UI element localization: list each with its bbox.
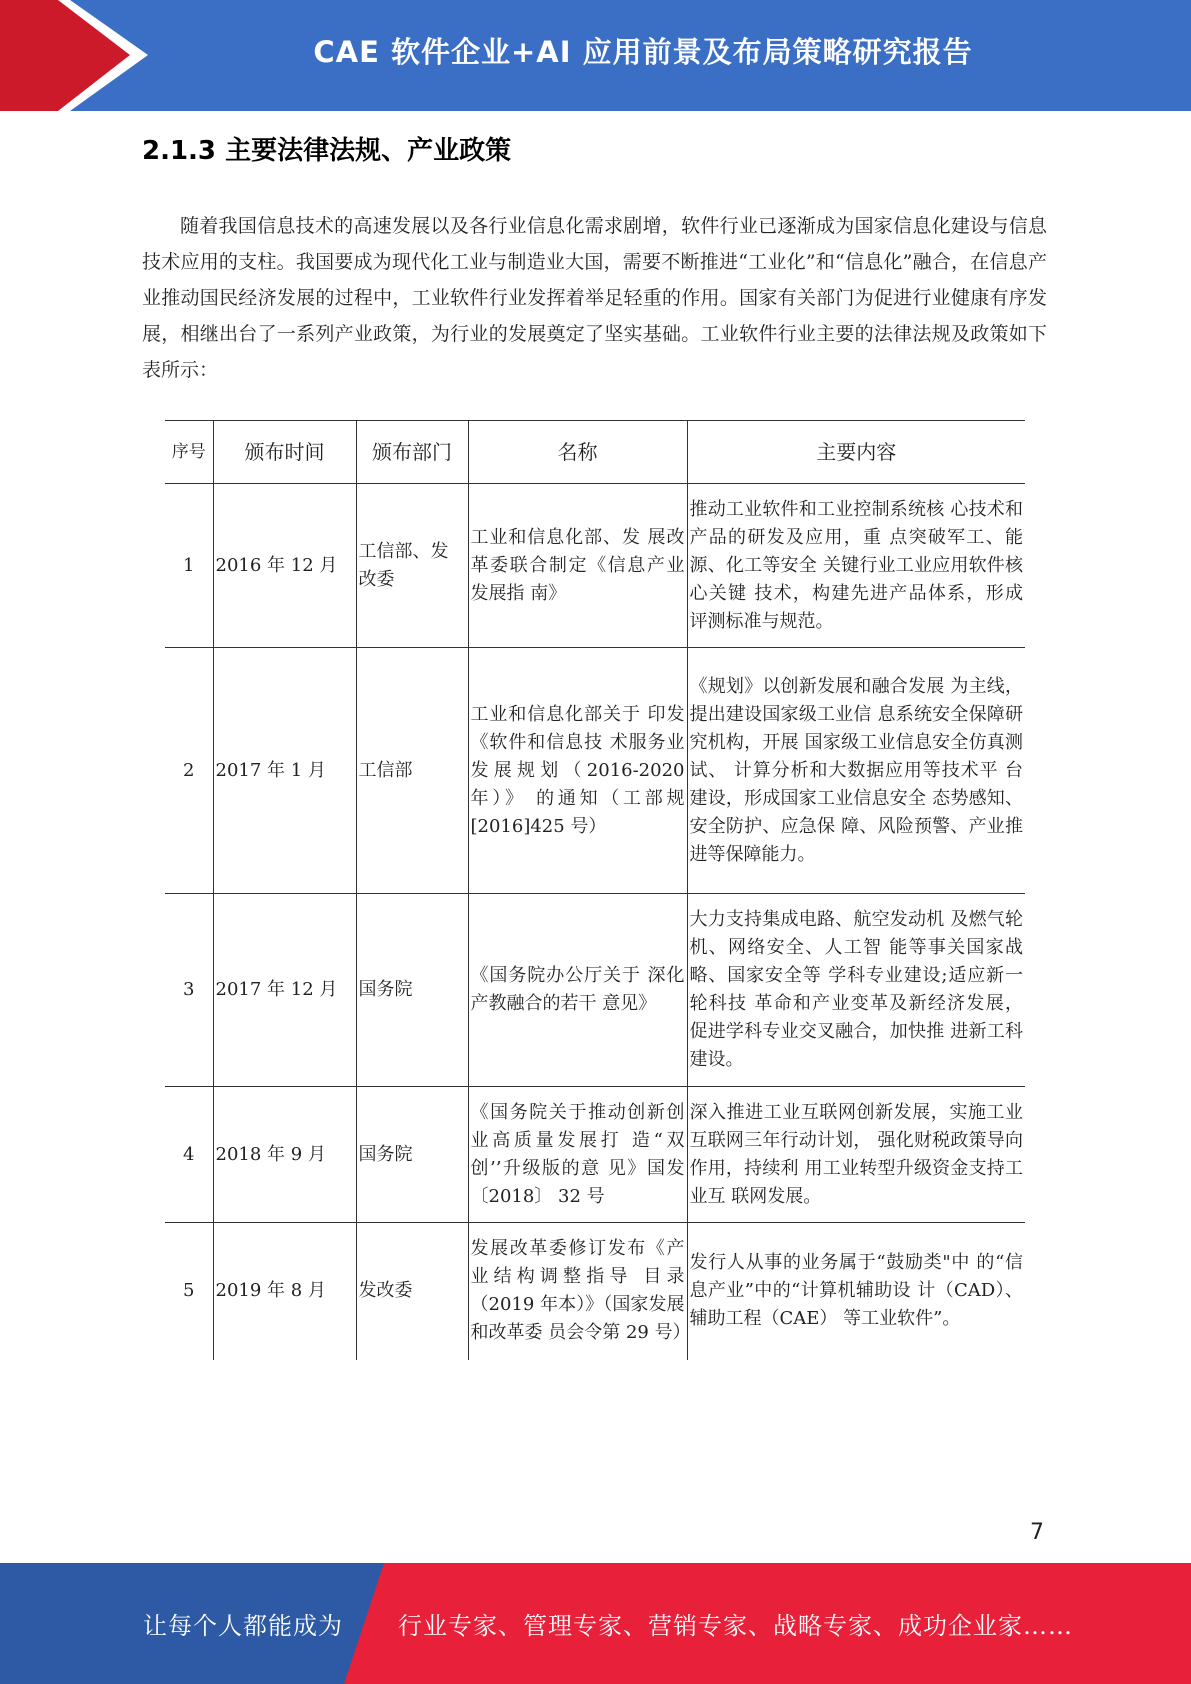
row-seq: 2 xyxy=(165,648,213,894)
table-row xyxy=(165,484,1025,648)
row-content: 《规划》以创新发展和融合发展 为主线，提出建设国家级工业信 息系统安全保障研究机构，开展 国家级工业信息安全仿真测试、 计算分析和大数据应用等技术平 台建设，形成国家工业信息安全 态势感知、安全防护、应急保 障、风险预警、产业推进等保障能力。 xyxy=(687,648,1025,894)
page-header xyxy=(0,0,1191,111)
row-content: 深入推进工业互联网创新发展，实施工业互联网三年行动计划， 强化财税政策导向作用，持续利 用工业转型升级资金支持工业互 联网发展。 xyxy=(687,1087,1025,1223)
table-header-row xyxy=(165,421,1025,484)
header-name: 名称 xyxy=(468,421,687,484)
header-dept: 颁布部门 xyxy=(356,421,468,484)
row-content: 推动工业软件和工业控制系统核 心技术和产品的研发及应用，重 点突破军工、能源、化工等安全 关键行业工业应用软件核心关键 技术，构建先进产品体系，形成 评测标准与规范。 xyxy=(687,484,1025,648)
row-dept: 国务院 xyxy=(356,1087,468,1223)
row-seq: 1 xyxy=(165,484,213,648)
header-seq: 序号 xyxy=(165,421,213,484)
row-dept: 工信部、发改委 xyxy=(356,484,468,648)
row-content: 发行人从事的业务属于“鼓励类"中 的“信息产业”中的“计算机辅助设 计（CAD）、辅助工程（CAE） 等工业软件”。 xyxy=(687,1223,1025,1360)
intro-text: 随着我国信息技术的高速发展以及各行业信息化需求剧增，软件行业已逐渐成为国家信息化建设与信息技术应用的支柱。我国要成为现代化工业与制造业大国，需要不断推进“工业化”和“信息化”融合，在信息产业推动国民经济发展的过程中，工业软件行业发挥着举足轻重的作用。国家有关部门为促进行业健康有序发展，相继出台了一系列产业政策，为行业的发展奠定了坚实基础。工业软件行业主要的法律法规及政策如下表所示： xyxy=(142,215,1047,381)
row-date: 2019 年 8 月 xyxy=(213,1223,356,1360)
row-name: 发展改革委修订发布《产业结构调整指导 目录（2019 年本）》（国家发展和改革委 员会令第 29 号） xyxy=(468,1223,687,1360)
row-date: 2016 年 12 月 xyxy=(213,484,356,648)
header-content: 主要内容 xyxy=(687,421,1025,484)
intro-paragraph xyxy=(142,208,1047,388)
row-dept: 发改委 xyxy=(356,1223,468,1360)
header-title: CAE 软件企业+AI 应用前景及布局策略研究报告 xyxy=(313,35,973,69)
row-date: 2017 年 12 月 xyxy=(213,894,356,1087)
row-seq: 3 xyxy=(165,894,213,1087)
row-dept: 工信部 xyxy=(356,648,468,894)
row-name: 工业和信息化部、发 展改革委联合制定《信息产业发展指 南》 xyxy=(468,484,687,648)
page-footer xyxy=(0,1563,1191,1684)
row-content: 大力支持集成电路、航空发动机 及燃气轮机、网络安全、人工智 能等事关国家战略、国家安全等 学科专业建设;适应新一轮科技 革命和产业变革及新经济发展， 促进学科专业交叉融合，加快推 进新工科建设。 xyxy=(687,894,1025,1087)
row-date: 2017 年 1 月 xyxy=(213,648,356,894)
row-name: 《国务院关于推动创新创业高质量发展打 造“双创’’升级版的意 见》国发〔2018〕 32 号 xyxy=(468,1087,687,1223)
row-name: 工业和信息化部关于 印发《软件和信息技 术服务业发展规划（2016-2020 年）》 的通知（工部规 [2016]425 号） xyxy=(468,648,687,894)
row-name: 《国务院办公厅关于 深化产教融合的若干 意见》 xyxy=(468,894,687,1087)
row-seq: 4 xyxy=(165,1087,213,1223)
header-date: 颁布时间 xyxy=(213,421,356,484)
row-dept: 国务院 xyxy=(356,894,468,1087)
table-row xyxy=(165,648,1025,894)
row-seq: 5 xyxy=(165,1223,213,1360)
section-title: 2.1.3 主要法律法规、产业政策 xyxy=(142,136,512,166)
table-row xyxy=(165,894,1025,1087)
row-date: 2018 年 9 月 xyxy=(213,1087,356,1223)
footer-slogan-right: 行业专家、管理专家、营销专家、战略专家、成功企业家…… xyxy=(398,1612,1073,1640)
footer-slogan-left: 让每个人都能成为 xyxy=(143,1612,343,1640)
page-number: 7 xyxy=(1030,1520,1044,1545)
table-row xyxy=(165,1223,1025,1360)
policy-table xyxy=(165,420,1025,1360)
table-row xyxy=(165,1087,1025,1223)
